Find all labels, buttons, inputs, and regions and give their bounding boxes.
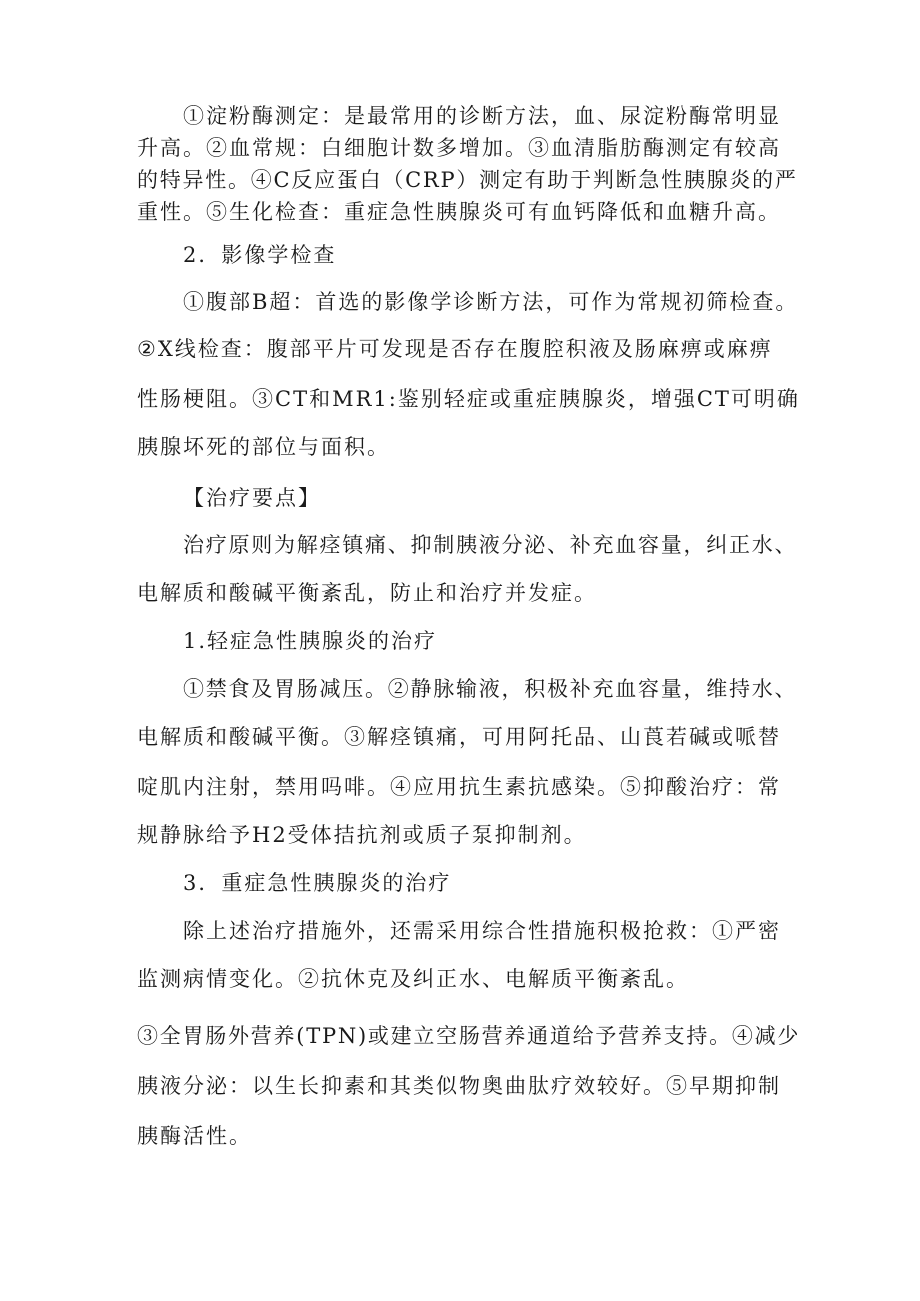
- text-line: 电解质和酸碱平衡紊乱，防止和治疗并发症。: [137, 581, 597, 605]
- text-line: 治疗原则为解痉镇痛、抑制胰液分泌、补充血容量，纠正水、: [183, 533, 798, 557]
- text-line: 升高。②血常规：白细胞计数多增加。③血清脂肪酶测定有较高: [137, 136, 781, 160]
- section-heading: 3．重症急性胰腺炎的治疗: [183, 871, 452, 895]
- text-line: ②X线检查：腹部平片可发现是否存在腹腔积液及肠麻痹或麻痹: [137, 337, 773, 361]
- section-heading: 【治疗要点】: [183, 486, 321, 510]
- text-line: 规静脉给予H2受体拮抗剂或质子泵抑制剂。: [137, 823, 587, 847]
- text-line: 重性。⑤生化检查：重症急性胰腺炎可有血钙降低和血糖升高。: [137, 200, 781, 224]
- text-line: 的特异性。④C反应蛋白（CRP）测定有助于判断急性胰腺炎的严: [137, 168, 798, 192]
- text-line: 啶肌内注射，禁用吗啡。④应用抗生素抗感染。⑤抑酸治疗：常: [137, 775, 781, 799]
- text-line: ③全胃肠外营养(TPN)或建立空肠营养通道给予营养支持。④减少: [137, 1024, 801, 1048]
- section-heading: 2．影像学检查: [183, 243, 337, 267]
- text-line: 性肠梗阻。③CT和MR1:鉴别轻症或重症胰腺炎，增强CT可明确: [137, 387, 800, 411]
- text-line: 电解质和酸碱平衡。③解痉镇痛，可用阿托品、山莨若碱或哌替: [137, 725, 781, 749]
- text-line: ①淀粉酶测定：是最常用的诊断方法，血、尿淀粉酶常明显: [183, 104, 781, 128]
- section-heading: 1.轻症急性胰腺炎的治疗: [183, 629, 438, 653]
- text-line: 胰酶活性。: [137, 1124, 252, 1148]
- text-line: 监测病情变化。②抗休克及纠正水、电解质平衡紊乱。: [137, 967, 689, 991]
- text-line: 胰液分泌：以生长抑素和其类似物奥曲肽疗效较好。⑤早期抑制: [137, 1074, 781, 1098]
- text-line: ①禁食及胃肠减压。②静脉输液，积极补充血容量，维持水、: [183, 677, 798, 701]
- text-line: ①腹部B超：首选的影像学诊断方法，可作为常规初筛检查。: [183, 290, 799, 314]
- text-line: 除上述治疗措施外，还需采用综合性措施积极抢救：①严密: [183, 919, 781, 943]
- text-line: 胰腺坏死的部位与面积。: [137, 435, 390, 459]
